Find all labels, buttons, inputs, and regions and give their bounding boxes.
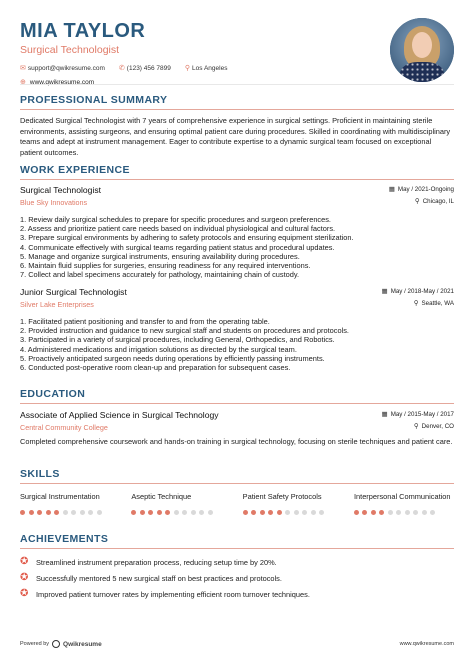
- section-title: SKILLS: [20, 468, 60, 480]
- rating-dot-filled: [251, 510, 256, 515]
- skill-item: [354, 492, 454, 515]
- education-location: Denver, CO: [421, 422, 454, 430]
- rating-dot-filled: [131, 510, 136, 515]
- skill-rating: [354, 510, 454, 515]
- achievements-section: [20, 533, 454, 605]
- list-item: 2. Provided instruction and guidance to new surgical staff and students on procedures and protocols.: [20, 326, 349, 336]
- calendar-icon: ▦: [388, 186, 395, 193]
- rating-dot-empty: [182, 510, 187, 515]
- list-item: 5. Proactively anticipated surgeon needs during operations by efficiently passing instruments.: [20, 353, 325, 363]
- globe-icon: ⊕: [20, 79, 26, 86]
- section-title: WORK EXPERIENCE: [20, 164, 130, 176]
- job-bullets: [20, 317, 454, 372]
- rating-dot-empty: [174, 510, 179, 515]
- education-text: Completed comprehensive coursework and hands-on training in surgical technology, focusing on sterile techniques and patient care.: [20, 437, 453, 446]
- skill-rating: [243, 510, 343, 515]
- list-item: 5. Manage and organize surgical instruments, ensuring availability during procedures.: [20, 251, 300, 261]
- section-title: PROFESSIONAL SUMMARY: [20, 94, 168, 106]
- rating-dot-empty: [319, 510, 324, 515]
- rating-dot-filled: [379, 510, 384, 515]
- company-name: Silver Lake Enterprises: [20, 300, 94, 309]
- map-pin-icon: ⚲: [414, 198, 420, 205]
- location-text: Los Angeles: [192, 64, 228, 72]
- list-item: 1. Review daily surgical schedules to prepare for specific procedures and surgeon preferences.: [20, 215, 331, 224]
- skill-item: [131, 492, 231, 515]
- candidate-name: MIA TAYLOR: [20, 20, 146, 42]
- rating-dot-filled: [54, 510, 59, 515]
- brand-name[interactable]: Qwikresume: [63, 640, 102, 648]
- header-divider: [20, 84, 454, 85]
- rating-dot-empty: [396, 510, 401, 515]
- list-item: 7. Collect and label specimens accurately for pathology, maintaining chain of custody.: [20, 270, 300, 280]
- page-footer: [20, 640, 454, 648]
- skill-name: Patient Safety Protocols: [242, 492, 322, 501]
- list-item: 2. Assess and prioritize patient care needs based on individual physiological and cultural factors.: [20, 224, 336, 234]
- skill-rating: [20, 510, 120, 515]
- section-title: ACHIEVEMENTS: [20, 533, 109, 545]
- section-divider: [20, 548, 454, 549]
- phone-icon: ✆: [118, 65, 125, 72]
- list-item: 6. Conducted post-operative room clean-up and preparation for subsequent cases.: [20, 363, 291, 373]
- company-name: Blue Sky Innovations: [20, 198, 88, 207]
- calendar-icon: ▦: [381, 288, 388, 295]
- rating-dot-empty: [388, 510, 393, 515]
- rating-dot-filled: [37, 510, 42, 515]
- star-medal-icon: ✪: [20, 556, 29, 567]
- job-dates: May / 2018-May / 2021: [390, 287, 454, 295]
- achievement-text: Improved patient turnover rates by implementing efficient room turnover techniques.: [36, 589, 310, 599]
- rating-dot-empty: [63, 510, 68, 515]
- job-bullets: [20, 215, 454, 279]
- rating-dot-filled: [29, 510, 34, 515]
- rating-dot-empty: [430, 510, 435, 515]
- rating-dot-filled: [46, 510, 51, 515]
- school-name: Central Community College: [20, 423, 108, 432]
- section-title: EDUCATION: [20, 388, 86, 400]
- rating-dot-empty: [199, 510, 204, 515]
- job-entry: [20, 287, 454, 372]
- rating-dot-filled: [268, 510, 273, 515]
- powered-by-label: Powered by: [20, 641, 50, 647]
- rating-dot-empty: [71, 510, 76, 515]
- skill-rating: [131, 510, 231, 515]
- skills-section: [20, 468, 454, 515]
- map-pin-icon: ⚲: [413, 300, 419, 307]
- rating-dot-empty: [302, 510, 307, 515]
- website-link[interactable]: www.qwikresume.com: [29, 78, 95, 86]
- rating-dot-empty: [285, 510, 290, 515]
- phone-number: (123) 456 7899: [126, 64, 171, 72]
- rating-dot-empty: [405, 510, 410, 515]
- contact-row: [20, 64, 237, 72]
- rating-dot-filled: [371, 510, 376, 515]
- rating-dot-filled: [148, 510, 153, 515]
- footer-url[interactable]: www.qwikresume.com: [399, 641, 454, 647]
- rating-dot-empty: [80, 510, 85, 515]
- profile-photo: [390, 18, 454, 82]
- star-medal-icon: ✪: [20, 572, 29, 583]
- qwikresume-logo-icon: [52, 640, 60, 648]
- rating-dot-empty: [208, 510, 213, 515]
- star-medal-icon: ✪: [20, 588, 29, 599]
- section-divider: [20, 483, 454, 484]
- skill-name: Aseptic Technique: [131, 492, 192, 501]
- education-dates: May / 2015-May / 2017: [390, 410, 454, 418]
- rating-dot-filled: [362, 510, 367, 515]
- rating-dot-filled: [20, 510, 25, 515]
- section-divider: [20, 179, 454, 180]
- rating-dot-filled: [354, 510, 359, 515]
- resume-header: [20, 20, 237, 86]
- email-link[interactable]: support@qwikresume.com: [27, 64, 105, 72]
- job-title: Surgical Technologist: [20, 185, 102, 195]
- list-item: 3. Prepare surgical environments by adhering to safety protocols and ensuring equipment sterilization.: [20, 233, 354, 243]
- rating-dot-filled: [243, 510, 248, 515]
- achievement-text: Successfully mentored 5 new surgical staff on best practices and protocols.: [36, 573, 282, 583]
- rating-dot-empty: [413, 510, 418, 515]
- map-pin-icon: ⚲: [413, 423, 419, 430]
- list-item: 4. Communicate effectively with surgical teams regarding patient status and procedural updates.: [20, 242, 335, 252]
- rating-dot-empty: [294, 510, 299, 515]
- skills-row: [20, 492, 454, 515]
- map-pin-icon: ⚲: [184, 65, 191, 72]
- list-item: 4. Administered medications and irrigation solutions as directed by the surgical team.: [20, 344, 297, 354]
- rating-dot-filled: [140, 510, 145, 515]
- list-item: 1. Facilitated patient positioning and transfer to and from the operating table.: [20, 317, 270, 326]
- education-section: [20, 388, 454, 448]
- section-divider: [20, 403, 454, 404]
- summary-text: Dedicated Surgical Technologist with 7 years of comprehensive experience in surgical settings. Proficient in maintaining sterile environments, assisting surgeons, and ensuring optimal patient care during procedures. Skilled in coordinating with multidisciplinary teams and adept at instrument management. Eager to contribute expertise to a dynamic surgical team focused on exceptional patient outcomes.: [20, 116, 451, 157]
- achievement-item: [20, 589, 454, 599]
- rating-dot-filled: [260, 510, 265, 515]
- section-divider: [20, 109, 454, 110]
- achievement-item: [20, 573, 454, 583]
- rating-dot-empty: [191, 510, 196, 515]
- envelope-icon: ✉: [20, 65, 26, 72]
- job-location: Seattle, WA: [421, 299, 454, 307]
- rating-dot-empty: [311, 510, 316, 515]
- rating-dot-filled: [277, 510, 282, 515]
- list-item: 3. Participated in a variety of surgical procedures, including General, Orthopedics, and Robotics.: [20, 335, 335, 345]
- rating-dot-empty: [422, 510, 427, 515]
- rating-dot-empty: [97, 510, 102, 515]
- achievement-item: [20, 557, 454, 567]
- candidate-role: Surgical Technologist: [20, 44, 120, 56]
- list-item: 6. Maintain fluid supplies for surgeries, ensuring readiness for any required interventions.: [20, 261, 311, 271]
- skill-item: [243, 492, 343, 515]
- rating-dot-filled: [165, 510, 170, 515]
- skill-name: Interpersonal Communication: [353, 492, 451, 501]
- summary-section: [20, 94, 454, 158]
- skill-item: [20, 492, 120, 515]
- degree-title: Associate of Applied Science in Surgical Technology: [20, 410, 219, 420]
- rating-dot-filled: [157, 510, 162, 515]
- achievement-text: Streamlined instrument preparation process, reducing setup time by 20%.: [36, 557, 277, 567]
- job-entry: [20, 185, 454, 279]
- experience-section: [20, 164, 454, 180]
- rating-dot-empty: [88, 510, 93, 515]
- job-title: Junior Surgical Technologist: [20, 287, 127, 297]
- calendar-icon: ▦: [381, 411, 388, 418]
- skill-name: Surgical Instrumentation: [20, 492, 100, 501]
- job-location: Chicago, IL: [422, 197, 454, 205]
- job-dates: May / 2021-Ongoing: [397, 185, 454, 193]
